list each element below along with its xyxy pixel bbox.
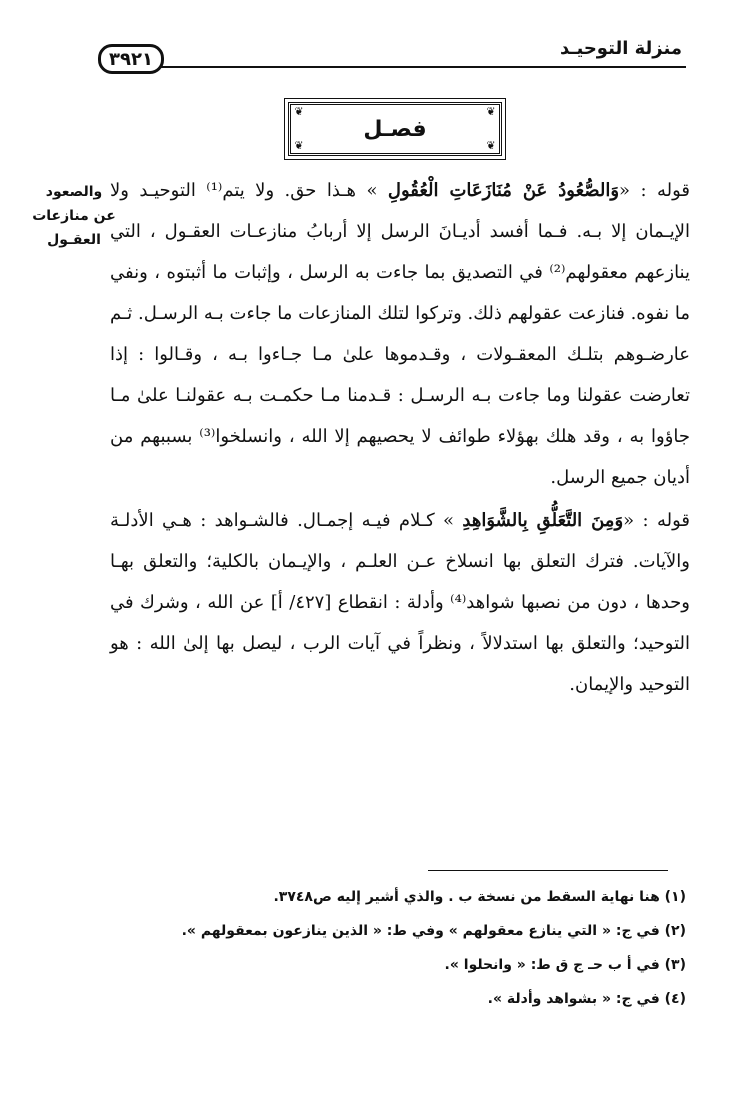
body-text (110, 170, 690, 705)
ornament-icon: ❦ (294, 139, 304, 152)
footnote: (٢) في ج: « التي ينازع معقولهم » وفي ط: « الذين ينازعون بمعقولهم ». (181, 923, 686, 939)
header-rule (160, 66, 686, 68)
ornament-icon: ❦ (486, 139, 496, 152)
paragraph-lead: قوله : « (619, 180, 690, 201)
margin-note-line: عن منازعات (32, 208, 116, 224)
ornament-icon: ❦ (294, 105, 304, 118)
ornament-icon: ❦ (486, 105, 496, 118)
paragraph-lead: قوله : « (623, 510, 690, 531)
section-title: فصـل (363, 116, 427, 142)
running-title: منزلة التوحيـد (559, 38, 682, 59)
margin-note-line: العقـول (47, 232, 101, 248)
paragraph-text: » كـلام فيـه إجمـال. فالشـواهد : هـي الأدلـة والآيات. فترك التعلق بها انسلاخ عـن العلـم ، والإيـمان بالكلية؛ والتعلق بهـا وحدها ، دون من نصبها شواهد⁽⁴⁾ وأدلة : انقطاع [٤٢٧/ أ] عن الله ، وشرك في التوحيد؛ والتعلق بها استدلالاً ، ونظراً في آيات الرب ، ليصل بها إلىٰ الله : هو التوحيد والإيمان. (110, 510, 690, 695)
footnote-rule (428, 870, 668, 871)
section-heading-box (288, 102, 502, 156)
quoted-phrase: وَالصُّعُودُ عَنْ مُنَازَعَاتِ الْعُقُولِ (387, 180, 620, 201)
footnote: (٤) في ج: « بشواهد وأدلة ». (487, 991, 686, 1007)
margin-note-line: والصعود (45, 184, 103, 200)
page-number: ٣٩٢١ (98, 44, 164, 74)
footnotes (106, 880, 686, 1016)
footnote: (١) هنا نهاية السقط من نسخة ب . والذي أشير إليه ص٣٧٤٨. (273, 889, 686, 905)
paragraph (110, 500, 690, 705)
paragraph (110, 170, 690, 498)
footnote: (٣) في أ ب حـ ج ق ط: « وانحلوا ». (444, 957, 686, 973)
margin-note (24, 180, 124, 252)
paragraph-text: » هـذا حق. ولا يتم⁽¹⁾ التوحيـد ولا الإيـمان إلا بـه. فـما أفسد أديـانَ الرسل إلا أربابُ منازعـات العقـول ، التي ينازعهم معقولهم⁽²⁾ في التصديق بما جاءت به الرسل ، وإثبات ما أثبتوه ، ونفي ما نفوه. فنازعت عقولهم ذلك. وتركوا لتلك المنازعات ما جاءت بـه الرسـل. ثـم عارضـوهم بتلـك المعقـولات ، وقـدموها علىٰ مـا جـاءوا بـه ، وقـالوا : إذا تعارضت عقولنا وما جاءت بـه الرسـل : قـدمنا مـا حكمـت بـه عقولنـا علىٰ مـا جاؤوا به ، وقد هلك بهؤلاء طوائف لا يحصيهم إلا الله ، وانسلخوا⁽³⁾ بسببهم من أديان جميع الرسل. (110, 180, 690, 488)
quoted-phrase: وَمِنَ التَّعَلُّقِ بِالشَّوَاهِدِ (462, 510, 624, 531)
